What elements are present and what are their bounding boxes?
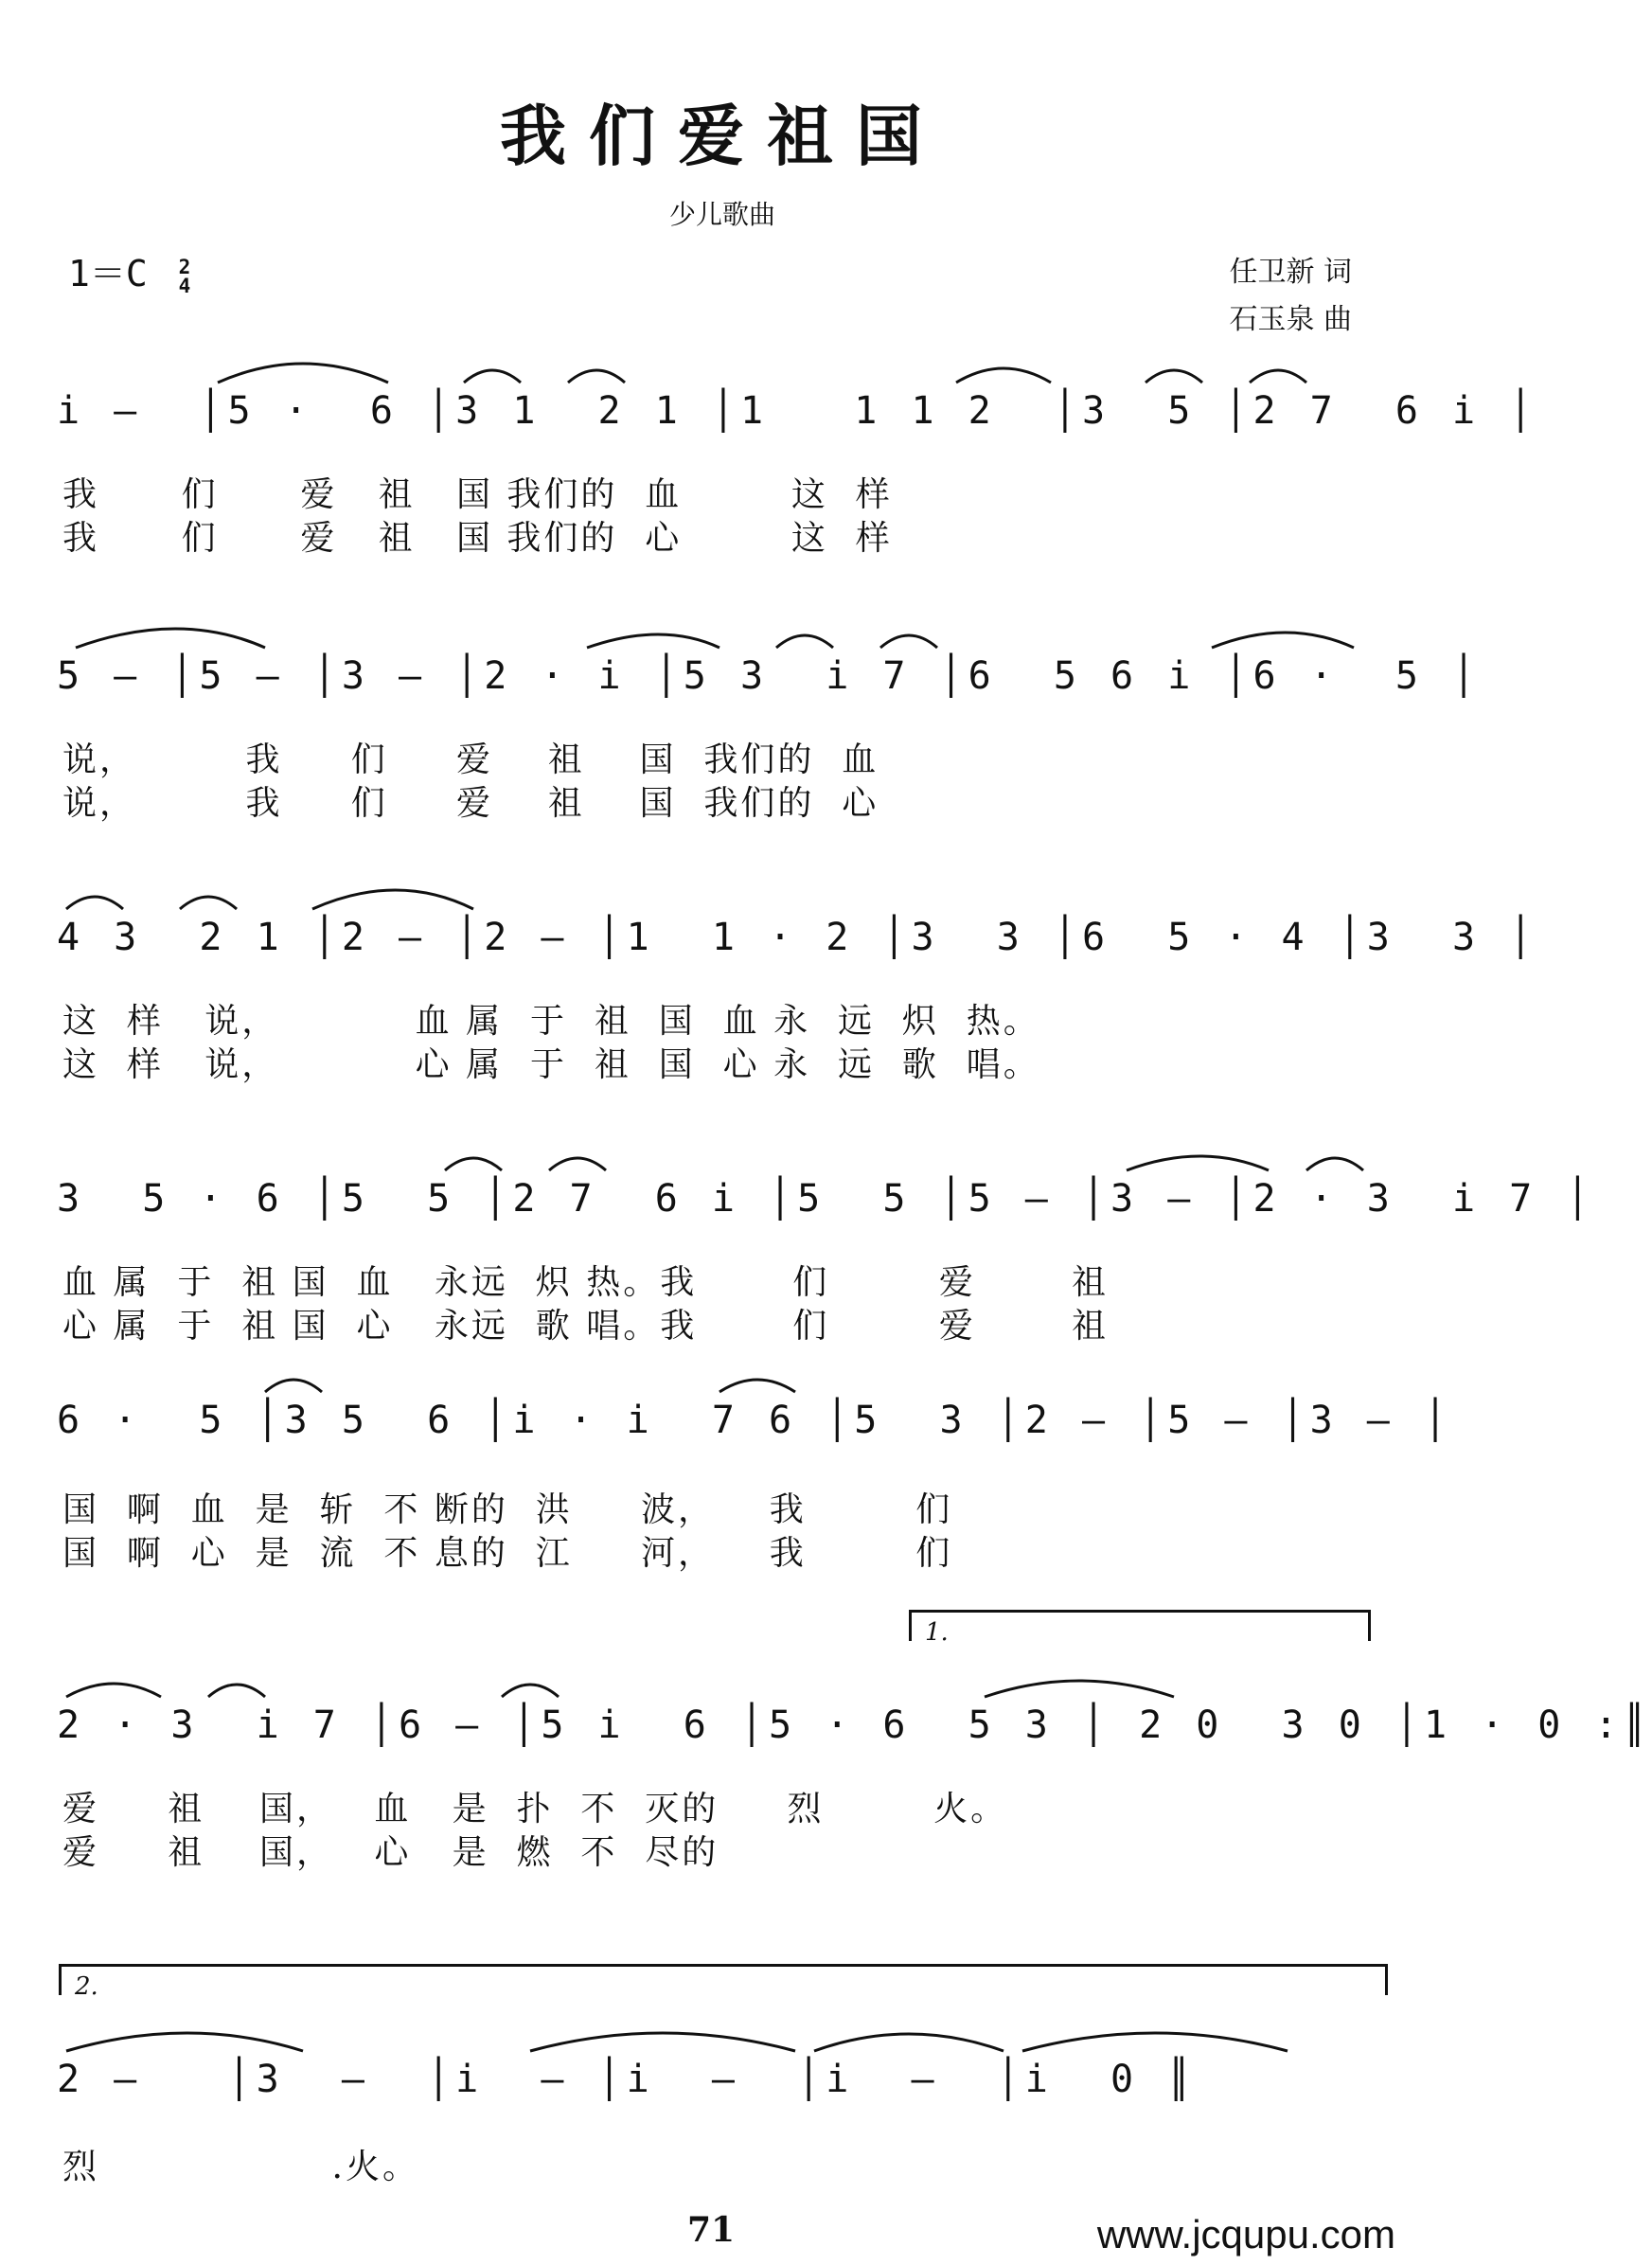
lyrics-verse-1: 血 属 于 祖 国 血 永远 炽 热。我 们 爱 祖 (62, 1263, 1109, 1302)
song-subtitle: 少儿歌曲 (668, 199, 775, 230)
lyricist-credit: 任卫新 词 (1229, 256, 1352, 289)
time-top: 2 (178, 255, 191, 278)
lyrics-verse-1: 说， 我 们 爱 祖 国 我们的 血 (62, 740, 879, 779)
lyrics-verse-2: 心 属 于 祖 国 心 永远 歌 唱。我 们 爱 祖 (62, 1307, 1109, 1346)
melody-line: 2 – │3 – │i – │i – │i – │i 0 ║ (57, 2058, 1197, 2101)
melody-line: 6 · 5 │3 5 6 │i · i 7 6 │5 3 │2 – │5 – │3 – │ (57, 1399, 1453, 1442)
lyrics-verse-1: 烈 .火。 (62, 2148, 419, 2186)
key-label: 1＝C (68, 253, 148, 294)
volta-bracket-1 (909, 1610, 1371, 1647)
lyrics-verse-2: 我 们 爱 祖 国 我们的 心 这 样 (62, 519, 893, 558)
lyrics-verse-2: 说， 我 们 爱 祖 国 我们的 心 (62, 784, 879, 823)
lyrics-verse-1: 爱 祖 国， 血 是 扑 不 灭的 烈 火。 (62, 1790, 1008, 1828)
melody-line: 3 5 · 6 │5 5 │2 7 6 i │5 5 │5 – │3 – │2 · 3 i 7 │ (57, 1177, 1595, 1221)
melody-line: 4 3 2 1 │2 – │2 – │1 1 · 2 │3 3 │6 5 · 4 │3 3 │ (57, 916, 1538, 959)
volta-bracket-2 (59, 1964, 1388, 2001)
melody-line: 2 · 3 i 7 │6 – │5 i 6 │5 · 6 5 3 │ 2 0 3 0 │1 · 0 :║ (57, 1703, 1652, 1747)
website-watermark: www.jcqupu.com (1096, 2212, 1395, 2256)
lyrics-verse-1: 我 们 爱 祖 国 我们的 血 这 样 (62, 475, 893, 514)
song-title: 我们爱祖国 (500, 97, 945, 175)
time-signature (178, 255, 191, 297)
melody-line: 5 – │5 – │3 – │2 · i │5 3 i 7 │6 5 6 i │6 · 5 │ (57, 654, 1482, 698)
lyrics-verse-1: 国 啊 血 是 斩 不 断的 洪 波， 我 们 (62, 1490, 953, 1529)
time-bottom: 4 (178, 274, 191, 297)
lyrics-verse-2: 爱 祖 国， 心 是 燃 不 尽的 (62, 1833, 719, 1872)
composer-credit: 石玉泉 曲 (1229, 303, 1352, 336)
volta-label: 2. (75, 1972, 98, 2001)
lyrics-verse-2: 国 啊 心 是 流 不 息的 江 河， 我 们 (62, 1534, 953, 1573)
melody-line: i – │5 · 6 │3 1 2 1 │1 1 1 2 │3 5 │2 7 6 i │ (57, 389, 1538, 433)
lyrics-verse-2: 这 样 说， 心 属 于 祖 国 心 永 远 歌 唱。 (62, 1045, 1040, 1084)
key-signature (68, 244, 190, 296)
page-number: 71 (687, 2210, 736, 2250)
volta-label: 1. (925, 1618, 949, 1647)
lyrics-verse-1: 这 样 说， 血 属 于 祖 国 血 永 远 炽 热。 (62, 1002, 1040, 1041)
